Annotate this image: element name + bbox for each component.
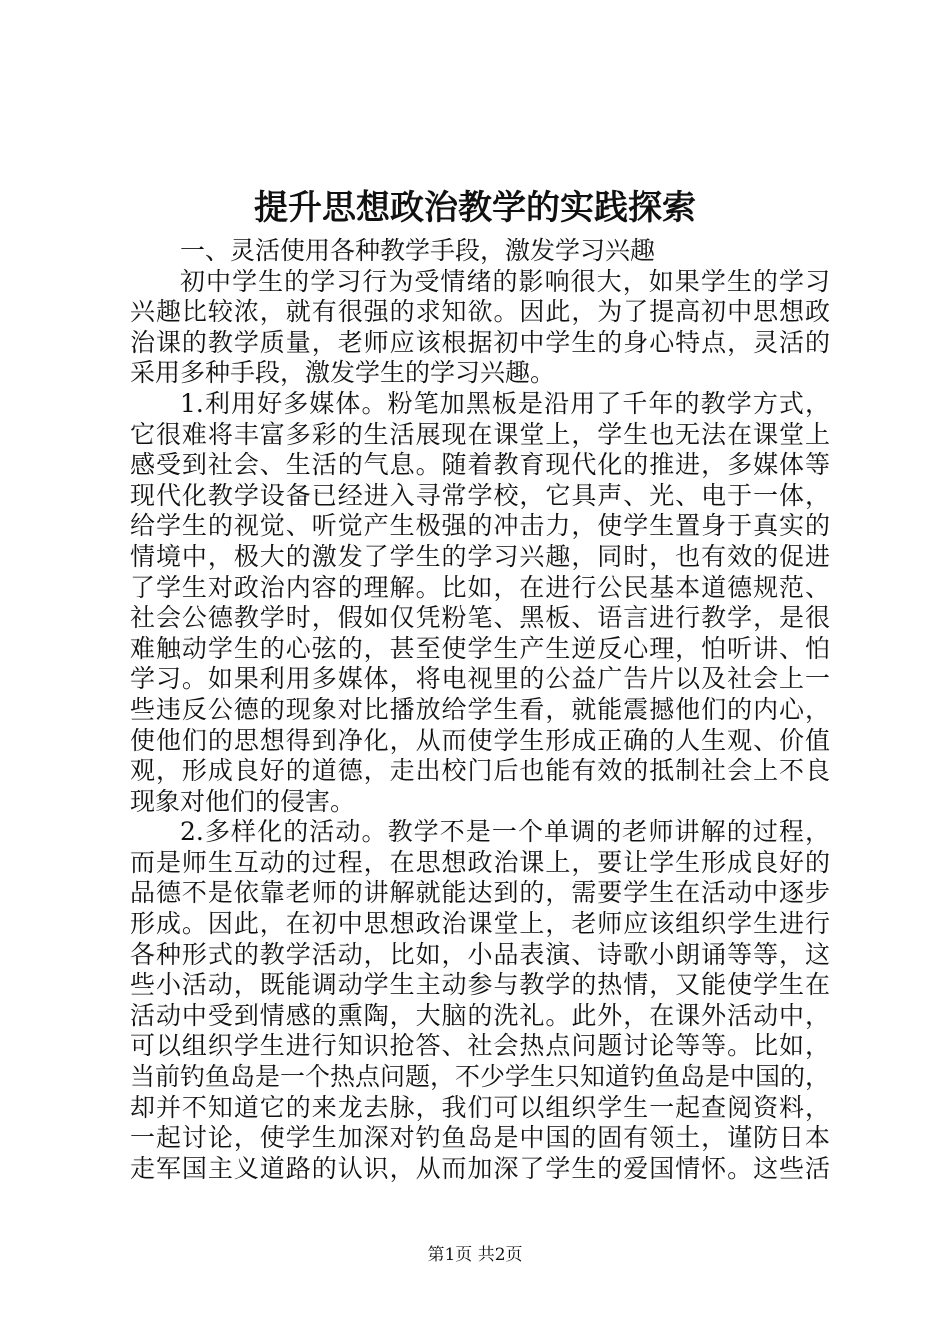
text-line: 采用多种手段，激发学生的学习兴趣。 — [130, 358, 556, 388]
text-line: 2.多样化的活动。教学不是一个单调的老师讲解的过程， — [180, 817, 830, 847]
text-line: 社会公德教学时，假如仅凭粉笔、黑板、语言进行教学，是很 — [130, 603, 830, 633]
text-line: 使他们的思想得到净化，从而使学生形成正确的人生观、价值 — [130, 725, 830, 755]
text-line: 一起讨论，使学生加深对钓鱼岛是中国的固有领土，谨防日本 — [130, 1123, 830, 1153]
text-line: 情境中，极大的激发了学生的学习兴趣，同时，也有效的促进 — [130, 541, 830, 571]
text-line: 治课的教学质量，老师应该根据初中学生的身心特点，灵活的 — [130, 327, 830, 357]
text-line: 难触动学生的心弦的，甚至使学生产生逆反心理，怕听讲、怕 — [130, 633, 830, 663]
text-line: 却并不知道它的来龙去脉，我们可以组织学生一起查阅资料， — [130, 1092, 830, 1122]
text-line: 感受到社会、生活的气息。随着教育现代化的推进，多媒体等 — [130, 450, 830, 480]
text-line: 些违反公德的现象对比播放给学生看，就能震撼他们的内心， — [130, 694, 830, 724]
text-line: 形成。因此，在初中思想政治课堂上，老师应该组织学生进行 — [130, 909, 830, 939]
text-line: 当前钓鱼岛是一个热点问题，不少学生只知道钓鱼岛是中国的， — [130, 1062, 831, 1092]
text-line: 1.利用好多媒体。粉笔加黑板是沿用了千年的教学方式， — [180, 388, 830, 418]
document-body — [130, 236, 830, 1184]
text-line: 各种形式的教学活动，比如，小品表演、诗歌小朗诵等等，这 — [130, 939, 830, 969]
text-line: 一、灵活使用各种教学手段，激发学习兴趣 — [180, 236, 656, 265]
document-title: 提升思想政治教学的实践探索 — [254, 188, 696, 228]
text-line: 走军国主义道路的认识，从而加深了学生的爱国情怀。这些活 — [130, 1153, 830, 1183]
text-line: 现代化教学设备已经进入寻常学校，它具声、光、电于一体， — [130, 480, 830, 510]
text-line: 现象对他们的侵害。 — [130, 786, 356, 816]
text-line: 兴趣比较浓，就有很强的求知欲。因此，为了提高初中思想政 — [130, 297, 830, 327]
text-line: 初中学生的学习行为受情绪的影响很大，如果学生的学习 — [180, 266, 830, 296]
text-line: 它很难将丰富多彩的生活展现在课堂上，学生也无法在课堂上 — [130, 419, 830, 449]
page-footer: 第1页 共2页 — [427, 1245, 523, 1265]
text-line: 可以组织学生进行知识抢答、社会热点问题讨论等等。比如， — [130, 1031, 830, 1061]
text-line: 学习。如果利用多媒体，将电视里的公益广告片以及社会上一 — [130, 664, 830, 694]
text-line: 而是师生互动的过程，在思想政治课上，要让学生形成良好的 — [130, 847, 830, 877]
text-line: 品德不是依靠老师的讲解就能达到的，需要学生在活动中逐步 — [130, 878, 830, 908]
text-line: 了学生对政治内容的理解。比如，在进行公民基本道德规范、 — [130, 572, 830, 602]
text-line: 观，形成良好的道德，走出校门后也能有效的抵制社会上不良 — [130, 756, 830, 786]
text-line: 给学生的视觉、听觉产生极强的冲击力，使学生置身于真实的 — [130, 511, 830, 541]
text-line: 活动中受到情感的熏陶，大脑的洗礼。此外，在课外活动中， — [130, 1000, 830, 1030]
text-line: 些小活动，既能调动学生主动参与教学的热情，又能使学生在 — [130, 970, 830, 1000]
